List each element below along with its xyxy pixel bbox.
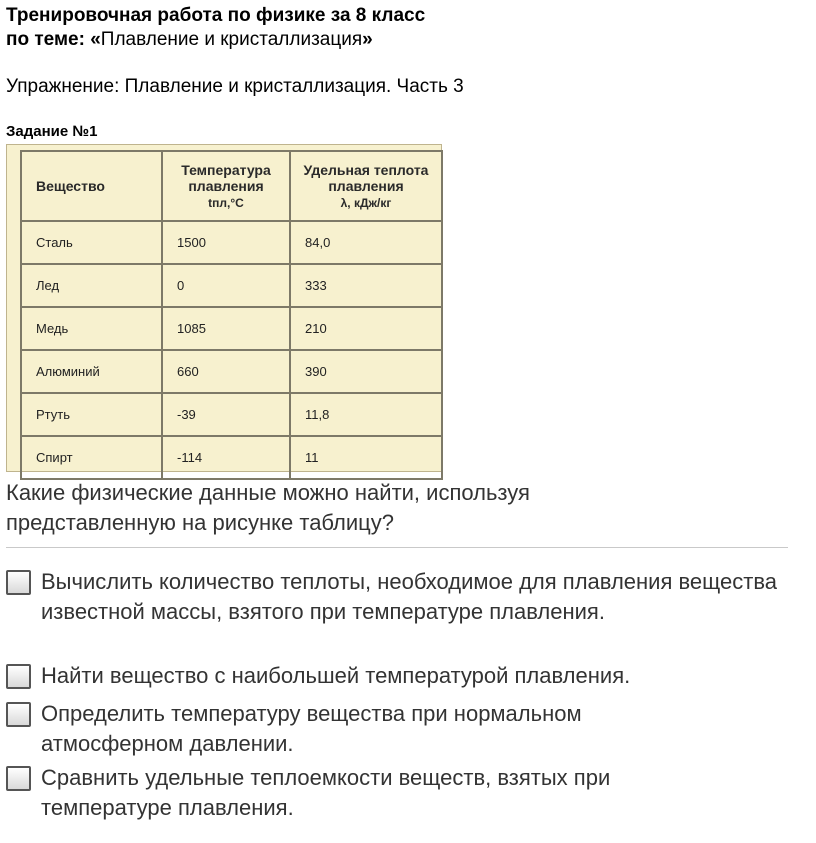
- exercise-heading: Упражнение: Плавление и кристаллизация. Часть 3: [6, 76, 464, 97]
- cell-temp: -39: [162, 393, 290, 436]
- title-line-1: Тренировочная работа по физике за 8 класс: [6, 5, 426, 26]
- cell-substance: Ртуть: [21, 393, 162, 436]
- table-row: [21, 436, 442, 479]
- cell-temp: -114: [162, 436, 290, 479]
- header-melting-temp: Температура плавления tпл,°С: [162, 151, 290, 221]
- cell-heat: 11: [290, 436, 442, 479]
- table-row: [21, 350, 442, 393]
- divider: [6, 547, 788, 548]
- cell-heat: 84,0: [290, 221, 442, 264]
- table-row: [21, 307, 442, 350]
- checkbox[interactable]: [6, 702, 31, 727]
- cell-temp: 1500: [162, 221, 290, 264]
- cell-heat: 11,8: [290, 393, 442, 436]
- data-table-image: [6, 144, 442, 472]
- option-2[interactable]: [6, 661, 781, 691]
- task-label: Задание №1: [6, 123, 98, 140]
- cell-substance: Алюминий: [21, 350, 162, 393]
- option-label: Определить температуру вещества при нормальном атмосферном давлении.: [41, 701, 582, 756]
- table-row: [21, 393, 442, 436]
- title-topic: Плавление и кристаллизация: [100, 29, 363, 50]
- option-label: Вычислить количество теплоты, необходимое для плавления вещества известной массы, взятого при температуре плавления.: [41, 569, 778, 624]
- title-line-2-suffix: »: [362, 29, 373, 50]
- cell-temp: 1085: [162, 307, 290, 350]
- cell-substance: Медь: [21, 307, 162, 350]
- cell-substance: Лед: [21, 264, 162, 307]
- table-row: [21, 264, 442, 307]
- cell-substance: Спирт: [21, 436, 162, 479]
- cell-temp: 660: [162, 350, 290, 393]
- checkbox[interactable]: [6, 664, 31, 689]
- cell-substance: Сталь: [21, 221, 162, 264]
- melting-table: [20, 150, 443, 480]
- checkbox[interactable]: [6, 766, 31, 791]
- cell-temp: 0: [162, 264, 290, 307]
- page-title: [6, 4, 425, 52]
- title-line-2-prefix: по теме: «: [6, 29, 101, 50]
- question-text: Какие физические данные можно найти, используя представленную на рисунке таблицу?: [6, 480, 530, 535]
- option-label: Сравнить удельные теплоемкости веществ, взятых при температуре плавления.: [41, 765, 611, 820]
- cell-heat: 333: [290, 264, 442, 307]
- option-4[interactable]: [6, 763, 701, 823]
- option-1[interactable]: [6, 567, 781, 627]
- checkbox[interactable]: [6, 570, 31, 595]
- cell-heat: 390: [290, 350, 442, 393]
- header-heat-of-fusion: Удельная теплота плавления λ, кДж/кг: [290, 151, 442, 221]
- table-header-row: [21, 151, 442, 221]
- option-3[interactable]: [6, 699, 681, 759]
- header-substance: Вещество: [21, 151, 162, 221]
- cell-heat: 210: [290, 307, 442, 350]
- table-row: [21, 221, 442, 264]
- option-label: Найти вещество с наибольшей температурой плавления.: [41, 663, 631, 688]
